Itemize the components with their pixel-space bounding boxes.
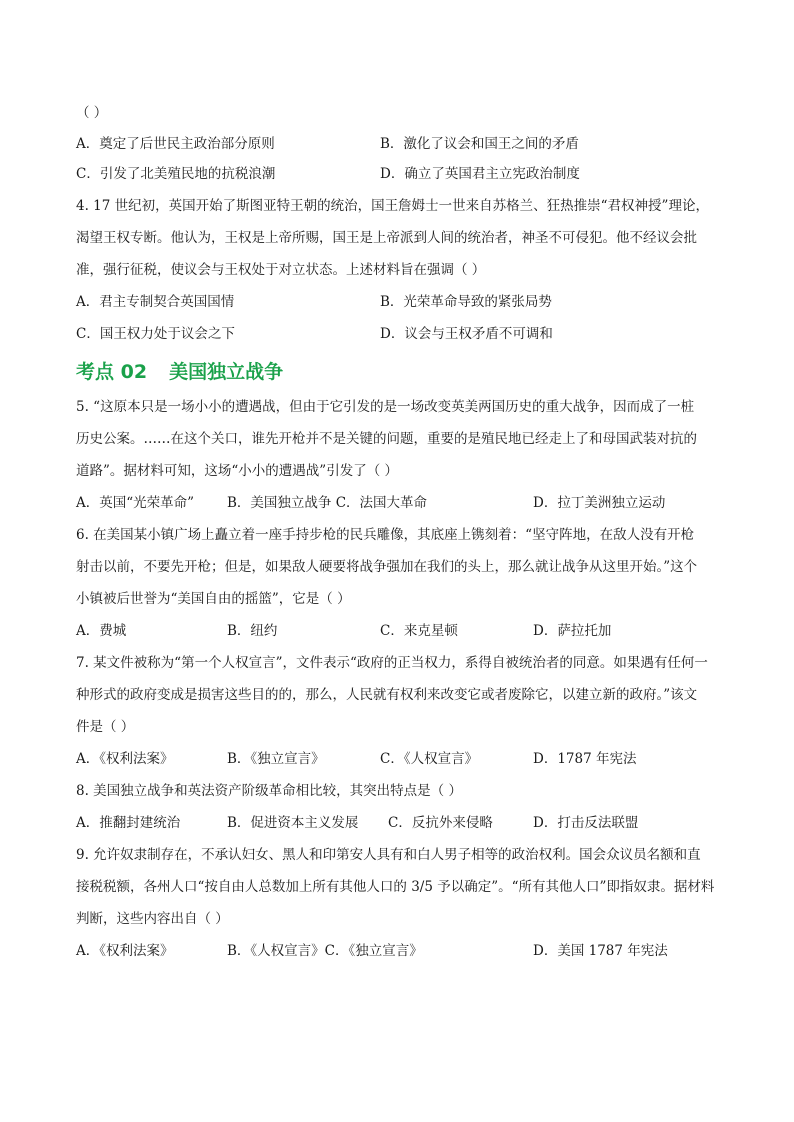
q6-option-c[interactable]: C．来克星顿 bbox=[380, 623, 458, 639]
q6-option-a[interactable]: A．费城 bbox=[76, 623, 127, 639]
q9-stem-line: 9. 允许奴隶制存在，不承认妇女、黑人和印第安人具有和白人男子相等的政治权利。国会众议员名额和直 bbox=[76, 847, 701, 863]
q4-option-d[interactable]: D．议会与王权矛盾不可调和 bbox=[380, 326, 553, 342]
q7-option-a[interactable]: A．《权利法案》 bbox=[76, 751, 174, 767]
q7-option-d[interactable]: D．1787 年宪法 bbox=[533, 751, 637, 767]
q4-stem-line: 4. 17 世纪初，英国开始了斯图亚特王朝的统治，国王詹姆士一世来自苏格兰、狂热推崇“君权神授”理论， bbox=[76, 198, 709, 214]
q7-stem-line: 7. 某文件被称为“第一个人权宣言”，文件表示“政府的正当权力，系得自被统治者的同意。如果遇有任何一 bbox=[76, 655, 708, 671]
q7-option-b[interactable]: B．《独立宣言》 bbox=[227, 751, 325, 767]
q8-option-b[interactable]: B．促进资本主义发展 bbox=[227, 815, 359, 831]
q6-stem-line: 射击以前，不要先开枪；但是，如果敌人硬要将战争强加在我们的头上，那么就让战争从这里开始。”这个 bbox=[76, 559, 698, 575]
q5-option-a[interactable]: A．英国“光荣革命” bbox=[76, 495, 195, 511]
q7-option-c[interactable]: C．《人权宣言》 bbox=[380, 751, 479, 767]
q4-stem-line: 渴望王权专断。他认为，王权是上帝所赐，国王是上帝派到人间的统治者，神圣不可侵犯。他不经议会批 bbox=[76, 230, 697, 246]
q3-option-b[interactable]: B．激化了议会和国王之间的矛盾 bbox=[380, 136, 579, 152]
q4-option-a[interactable]: A．君主专制契合英国国情 bbox=[76, 294, 235, 310]
q4-option-b[interactable]: B．光荣革命导致的紧张局势 bbox=[380, 294, 552, 310]
section-heading bbox=[76, 357, 283, 384]
q3-stem-end: （ ） bbox=[76, 105, 108, 121]
section-code: 考点 02 bbox=[76, 361, 148, 383]
section-title: 美国独立战争 bbox=[169, 361, 284, 383]
q5-stem-line: 道路”。据材料可知，这场“小小的遭遇战”引发了（ ） bbox=[76, 463, 398, 479]
q5-stem-line: 历史公案。……在这个关口，谁先开枪并不是关键的问题，重要的是殖民地已经走上了和母国武装对抗的 bbox=[76, 431, 697, 447]
q6-stem-line: 小镇被后世誉为“美国自由的摇篮”，它是（ ） bbox=[76, 591, 351, 607]
q4-option-c[interactable]: C．国王权力处于议会之下 bbox=[76, 326, 235, 342]
q3-option-d[interactable]: D．确立了英国君主立宪政治制度 bbox=[380, 166, 580, 182]
q7-stem-line: 件是（ ） bbox=[76, 719, 135, 735]
q9-option-d[interactable]: D．美国 1787 年宪法 bbox=[533, 943, 668, 959]
q5-stem-line: 5. “这原本只是一场小小的遭遇战，但由于它引发的是一场改变英美两国历史的重大战争，因而成了一桩 bbox=[76, 399, 695, 415]
q9-stem-line: 接税税额，各州人口“按自由人总数加上所有其他人口的 3/5 予以确定”。“所有其他人口”即指奴隶。据材料 bbox=[76, 879, 715, 895]
q9-option-a[interactable]: A．《权利法案》 bbox=[76, 943, 174, 959]
q8-option-a[interactable]: A．推翻封建统治 bbox=[76, 815, 181, 831]
q8-stem-line: 8. 美国独立战争和英法资产阶级革命相比较，其突出特点是（ ） bbox=[76, 783, 462, 799]
q8-option-d[interactable]: D．打击反法联盟 bbox=[533, 815, 639, 831]
q4-stem-line: 准，强行征税，使议会与王权处于对立状态。上述材料旨在强调（ ） bbox=[76, 262, 486, 278]
q3-option-a[interactable]: A．奠定了后世民主政治部分原则 bbox=[76, 136, 275, 152]
q7-stem-line: 种形式的政府变成是损害这些目的的，那么，人民就有权利来改变它或者废除它，以建立新的政府。”该文 bbox=[76, 687, 698, 703]
q6-option-b[interactable]: B．纽约 bbox=[227, 623, 278, 639]
q8-option-c[interactable]: C．反抗外来侵略 bbox=[388, 815, 493, 831]
q5-option-d[interactable]: D．拉丁美洲独立运动 bbox=[533, 495, 666, 511]
q3-option-c[interactable]: C．引发了北美殖民地的抗税浪潮 bbox=[76, 166, 276, 182]
q6-option-d[interactable]: D．萨拉托加 bbox=[533, 623, 612, 639]
q6-stem-line: 6. 在美国某小镇广场上矗立着一座手持步枪的民兵雕像，其底座上镌刻着：“坚守阵地，在敌人没有开枪 bbox=[76, 527, 695, 543]
q5-option-bc[interactable]: B．美国独立战争 C．法国大革命 bbox=[227, 495, 428, 511]
q9-stem-line: 判断，这些内容出自（ ） bbox=[76, 911, 229, 927]
q9-option-bc[interactable]: B．《人权宣言》C．《独立宣言》 bbox=[227, 943, 423, 959]
